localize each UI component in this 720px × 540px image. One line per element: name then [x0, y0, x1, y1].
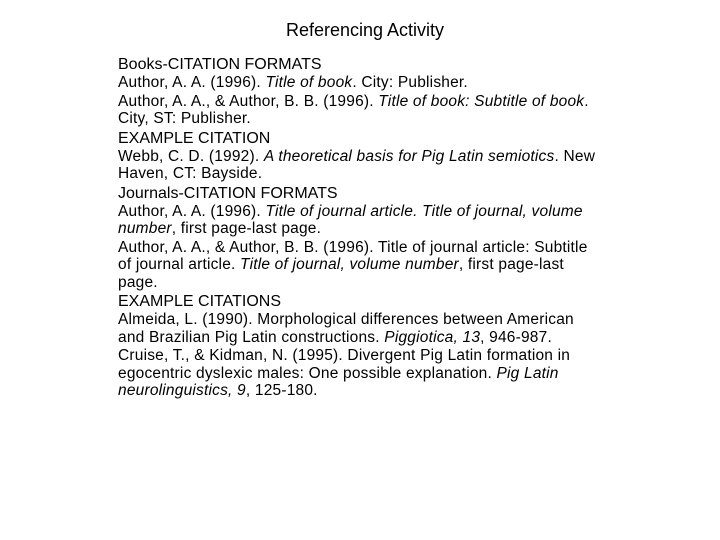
- book-format-single-author: [118, 74, 598, 92]
- books-heading: Books-CITATION FORMATS: [118, 56, 322, 73]
- slide-title: Referencing Activity: [285, 20, 445, 40]
- citation-text: Author, A. A. (1996).: [118, 202, 266, 220]
- citation-text: , first page-last page.: [118, 256, 564, 291]
- journal-format-two-authors: [118, 239, 598, 292]
- citation-text: Author, A. A. (1996).: [118, 74, 266, 91]
- citation-text: . City: Publisher.: [352, 74, 468, 91]
- books-example-heading: EXAMPLE CITATION: [118, 129, 271, 147]
- journal-format-single-author: [118, 203, 598, 238]
- book-example-citation: [118, 148, 598, 183]
- citation-italic-text: Title of book: [265, 74, 353, 91]
- citation-text: . City, ST: Publisher.: [118, 92, 589, 127]
- citation-text: Webb, C. D. (1992).: [118, 147, 264, 165]
- citation-italic-text: Piggiotica, 13: [384, 328, 481, 346]
- book-format-two-authors: [118, 93, 598, 128]
- journal-example-citation-almeida: [118, 311, 598, 346]
- citation-text: . New Haven, CT: Bayside.: [118, 147, 596, 182]
- citation-italic-text: Title of journal, volume number: [240, 256, 459, 273]
- journals-heading: Journals-CITATION FORMATS: [118, 184, 338, 202]
- citation-text: , 946-987.: [480, 328, 552, 346]
- citation-italic-text: Title of journal article. Title of journal, volume number: [118, 202, 583, 237]
- slide-content: [118, 55, 598, 401]
- citation-italic-text: Pig Latin neurolinguistics, 9: [118, 364, 559, 399]
- journal-example-citation-cruise: [118, 347, 598, 400]
- citation-text: , first page-last page.: [171, 220, 322, 237]
- citation-text: Almeida, L. (1990). Morphological differences between American and Brazilian Pig Latin constructions.: [118, 311, 574, 346]
- citation-text: Author, A. A., & Author, B. B. (1996). Title of journal article: Subtitle of journal article.: [118, 238, 588, 273]
- citation-text: Author, A. A., & Author, B. B. (1996).: [118, 92, 379, 110]
- citation-text: , 125-180.: [245, 382, 318, 399]
- journals-example-heading: EXAMPLE CITATIONS: [118, 293, 281, 310]
- citation-text: Cruise, T., & Kidman, N. (1995). Divergent Pig Latin formation in egocentric dyslexic males: One possible explanation.: [118, 347, 571, 382]
- citation-italic-text: A theoretical basis for Pig Latin semiotics: [263, 147, 555, 165]
- citation-italic-text: Title of book: Subtitle of book: [378, 92, 585, 110]
